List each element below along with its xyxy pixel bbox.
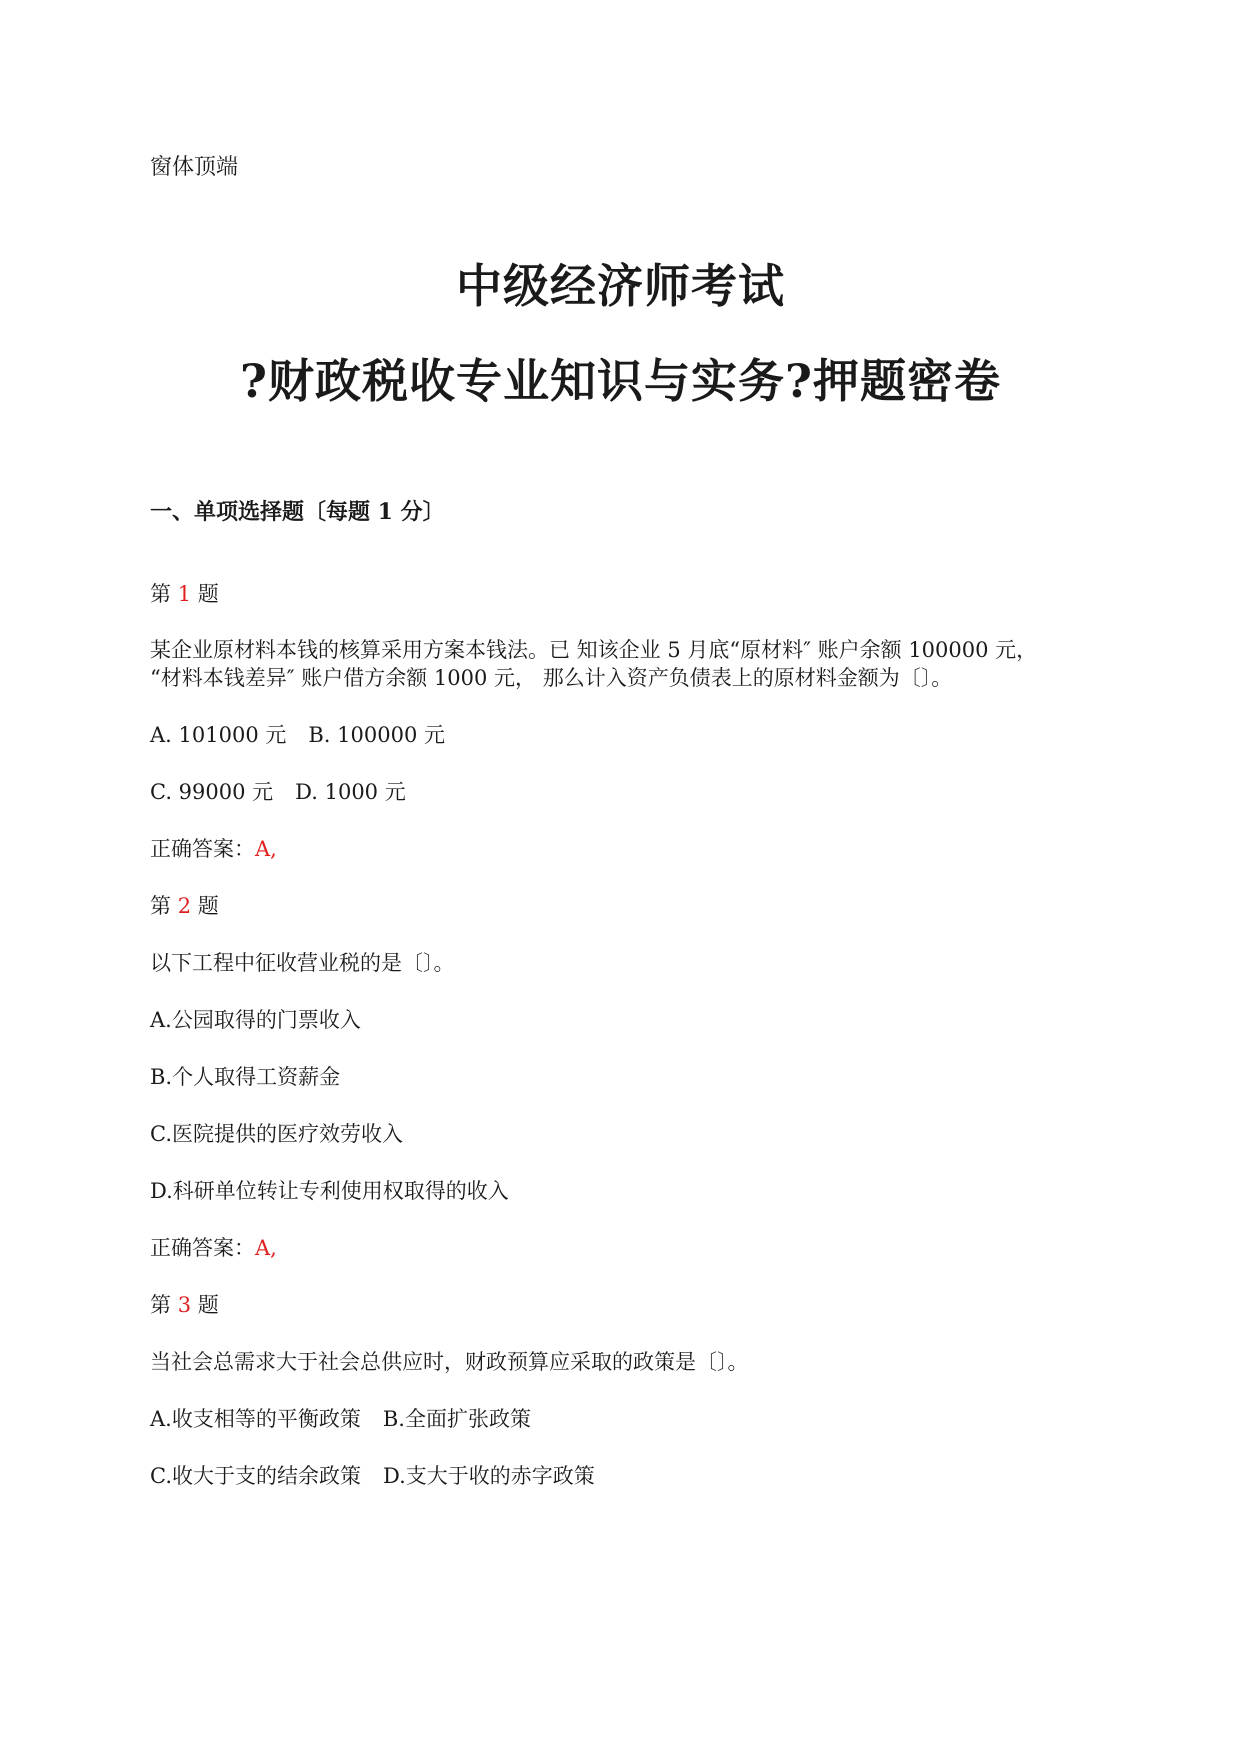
label-prefix: 第 (150, 1293, 171, 1317)
question-number: 3 (177, 1293, 192, 1317)
question-2-answer (150, 1234, 277, 1262)
question-3-options-row-1 (150, 1405, 531, 1433)
answer-label: 正确答案： (150, 837, 255, 861)
option-d: D. 1000 元 (295, 780, 406, 804)
option-b: B.全面扩张政策 (382, 1407, 531, 1431)
question-number: 2 (177, 894, 192, 918)
label-suffix: 题 (197, 582, 219, 606)
answer-value: A, (255, 1236, 277, 1260)
question-1-label (150, 580, 219, 608)
answer-label: 正确答案： (150, 1236, 255, 1260)
option-c: C. 99000 元 (150, 780, 274, 804)
option-a: A. 101000 元 (150, 723, 287, 747)
label-suffix: 题 (197, 894, 219, 918)
title-line-2: ?财政税收专业知识与实务?押题密卷 (240, 354, 1001, 408)
question-2-option-a: A.公园取得的门票收入 (150, 1008, 361, 1032)
answer-value: A, (255, 837, 277, 861)
question-3-label (150, 1291, 219, 1319)
question-2-stem: 以下工程中征收营业税的是〔〕。 (150, 951, 455, 975)
label-prefix: 第 (150, 582, 171, 606)
option-d: D.支大于收的赤字政策 (383, 1464, 595, 1488)
question-2-option-d: D.科研单位转让专利使用权取得的收入 (150, 1179, 509, 1203)
question-3-options-row-2 (150, 1462, 595, 1490)
question-1-stem-line-2: “材料本钱差异″ 账户借方余额 1000 元， 那么计入资产负债表上的原材料金额为〔〕。 (150, 666, 953, 690)
question-1-options-row-1 (150, 721, 445, 749)
label-suffix: 题 (197, 1293, 219, 1317)
title-line-1: 中级经济师考试 (456, 259, 785, 313)
section-heading: 一、单项选择题〔每题 1 分〕 (150, 499, 445, 525)
question-1-options-row-2 (150, 778, 406, 806)
question-1-answer (150, 835, 277, 863)
option-c: C.收大于支的结余政策 (150, 1464, 361, 1488)
question-2-option-b: B.个人取得工资薪金 (150, 1065, 341, 1089)
question-number: 1 (177, 582, 192, 606)
question-1-stem-line-1: 某企业原材料本钱的核算采用方案本钱法。已 知该企业 5 月底“原材料″ 账户余额 100000 元， (150, 638, 1038, 662)
option-a: A.收支相等的平衡政策 (150, 1407, 361, 1431)
question-2-label (150, 892, 219, 920)
question-2-option-c: C.医院提供的医疗效劳收入 (150, 1122, 403, 1146)
label-prefix: 第 (150, 894, 171, 918)
option-b: B. 100000 元 (308, 723, 445, 747)
question-3-stem: 当社会总需求大于社会总供应时，财政预算应采取的政策是〔〕。 (150, 1350, 749, 1374)
form-top-label: 窗体顶端 (150, 155, 239, 180)
